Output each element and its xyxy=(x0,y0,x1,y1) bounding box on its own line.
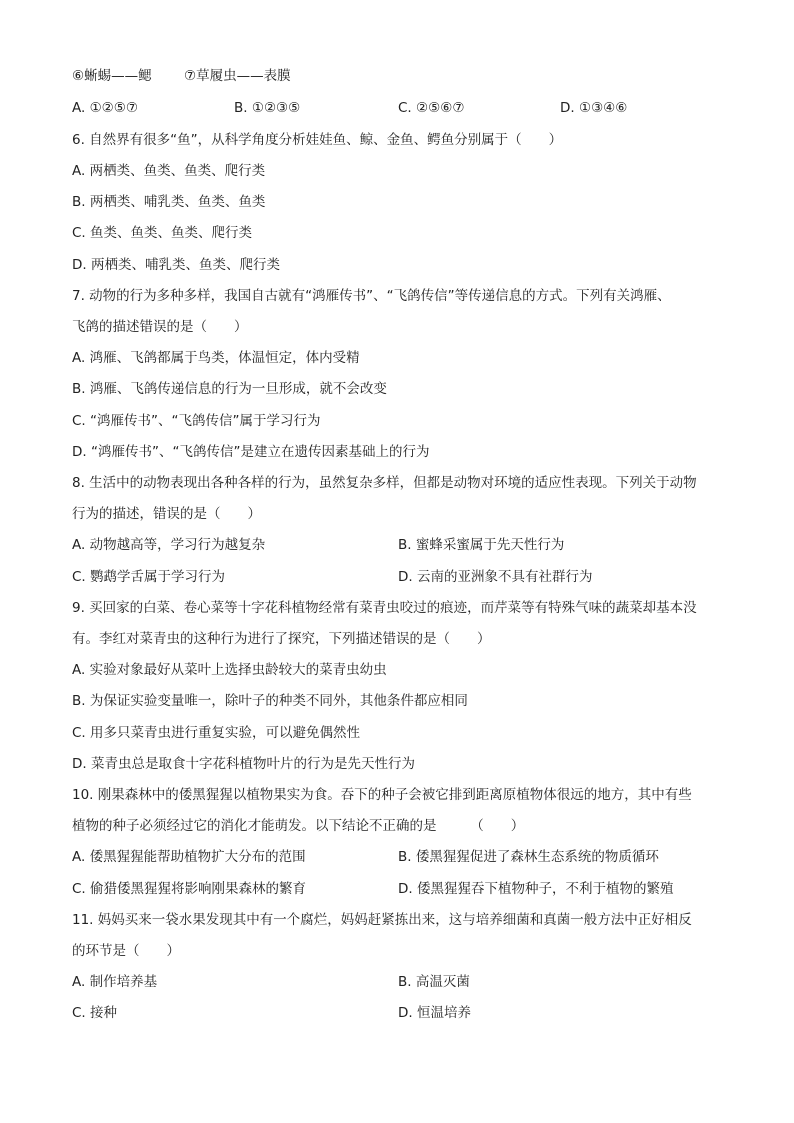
q8-stem-line2: 行为的描述，错误的是（ ） xyxy=(72,506,261,522)
q10-option-a: A. 倭黑猩猩能帮助植物扩大分布的范围 xyxy=(72,849,306,865)
q9-option-b: B. 为保证实验变量唯一，除叶子的种类不同外，其他条件都应相同 xyxy=(72,693,468,709)
q11-stem-line1: 11. 妈妈买来一袋水果发现其中有一个腐烂，妈妈赶紧拣出来，这与培养细菌和真菌一般方法中正好相反 xyxy=(72,912,692,928)
q9-stem-line1: 9. 买回家的白菜、卷心菜等十字花科植物经常有菜青虫咬过的痕迹，而芹菜等有特殊气味的蔬菜却基本没 xyxy=(72,600,697,616)
q6-option-b: B. 两栖类、哺乳类、鱼类、鱼类 xyxy=(72,194,266,210)
q7-option-d: D. “鸿雁传书”、“飞鸽传信”是建立在遗传因素基础上的行为 xyxy=(72,444,430,460)
q8-option-b: B. 蜜蜂采蜜属于先天性行为 xyxy=(398,537,565,553)
q5-option-c: C. ②⑤⑥⑦ xyxy=(398,100,465,116)
q7-stem-line1: 7. 动物的行为多种多样，我国自古就有“鸿雁传书”、“飞鸽传信”等传递信息的方式。下列有关鸿雁、 xyxy=(72,288,671,304)
q11-stem-line2: 的环节是（ ） xyxy=(72,943,180,959)
q9-option-a: A. 实验对象最好从菜叶上选择虫龄较大的菜青虫幼虫 xyxy=(72,662,387,678)
q6-option-a: A. 两栖类、鱼类、鱼类、爬行类 xyxy=(72,163,266,179)
q8-stem-line1: 8. 生活中的动物表现出各种各样的行为，虽然复杂多样，但都是动物对环境的适应性表现。下列关于动物 xyxy=(72,475,697,491)
q10-stem-line1: 10. 刚果森林中的倭黑猩猩以植物果实为食。吞下的种子会被它排到距离原植物体很远的地方，其中有些 xyxy=(72,787,692,803)
q10-option-d: D. 倭黑猩猩吞下植物种子，不利于植物的繁殖 xyxy=(398,881,674,897)
q11-option-d: D. 恒温培养 xyxy=(398,1005,471,1021)
q9-stem-line2: 有。李红对菜青虫的这种行为进行了探究，下列描述错误的是（ ） xyxy=(72,631,491,647)
q6-option-c: C. 鱼类、鱼类、鱼类、爬行类 xyxy=(72,225,253,241)
q7-stem-line2: 飞鸽的描述错误的是（ ） xyxy=(72,319,248,335)
q11-option-c: C. 接种 xyxy=(72,1005,118,1021)
item-6-text: ⑥蜥蜴——鳃 xyxy=(72,68,152,84)
q10-option-c: C. 偷猎倭黑猩猩将影响刚果森林的繁育 xyxy=(72,881,307,897)
q8-option-c: C. 鹦鹉学舌属于学习行为 xyxy=(72,569,226,585)
q9-option-c: C. 用多只菜青虫进行重复实验，可以避免偶然性 xyxy=(72,725,361,741)
q7-option-b: B. 鸿雁、飞鸽传递信息的行为一旦形成，就不会改变 xyxy=(72,381,387,397)
q8-option-a: A. 动物越高等，学习行为越复杂 xyxy=(72,537,266,553)
q11-option-a: A. 制作培养基 xyxy=(72,974,158,990)
item-7-text: ⑦草履虫——表膜 xyxy=(184,68,291,84)
q5-option-a: A. ①②⑤⑦ xyxy=(72,100,138,116)
q10-stem-line2: 植物的种子必须经过它的消化才能萌发。以下结论不正确的是 （ ） xyxy=(72,818,525,834)
q11-option-b: B. 高温灭菌 xyxy=(398,974,470,990)
q7-option-c: C. “鸿雁传书”、“飞鸽传信”属于学习行为 xyxy=(72,413,321,429)
q6-stem: 6. 自然界有很多“鱼”，从科学角度分析娃娃鱼、鲸、金鱼、鳄鱼分别属于（ ） xyxy=(72,132,563,148)
q9-option-d: D. 菜青虫总是取食十字花科植物叶片的行为是先天性行为 xyxy=(72,756,415,772)
q5-option-b: B. ①②③⑤ xyxy=(234,100,301,116)
q10-option-b: B. 倭黑猩猩促进了森林生态系统的物质循环 xyxy=(398,849,659,865)
q6-option-d: D. 两栖类、哺乳类、鱼类、爬行类 xyxy=(72,257,280,273)
q8-option-d: D. 云南的亚洲象不具有社群行为 xyxy=(398,569,593,585)
q7-option-a: A. 鸿雁、飞鸽都属于鸟类，体温恒定，体内受精 xyxy=(72,350,360,366)
q5-option-d: D. ①③④⑥ xyxy=(560,100,628,116)
